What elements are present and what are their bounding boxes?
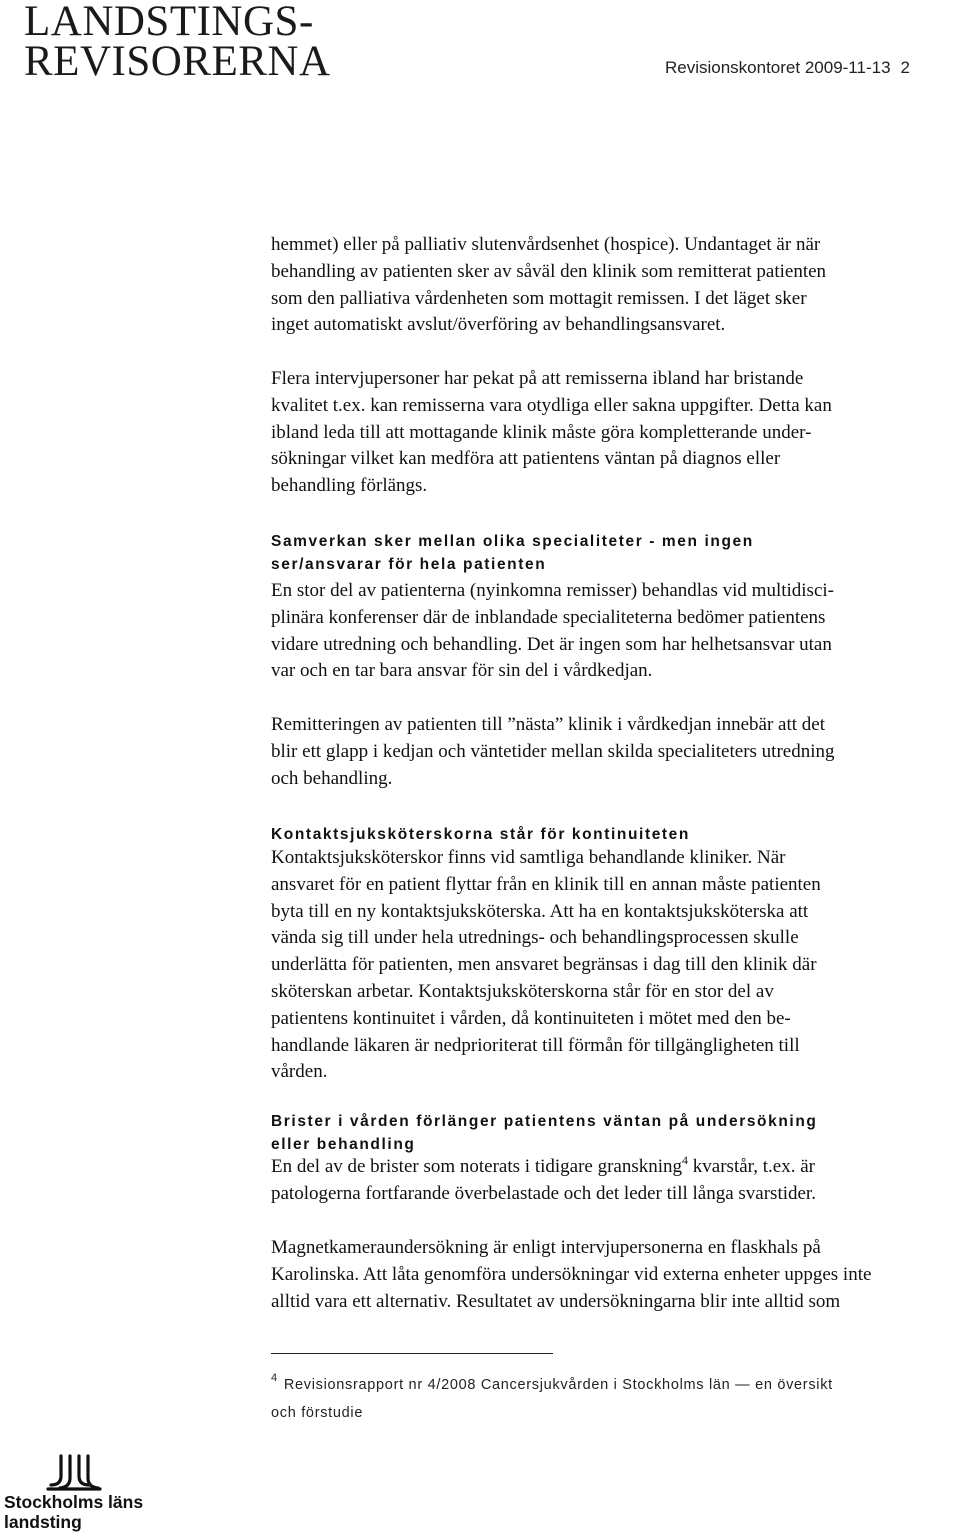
footnote-divider [271,1353,553,1354]
logo-line-1: LANDSTINGS- [24,0,314,45]
footnote-reference: 4 [682,1152,689,1167]
paragraph-5: Kontaktsjuksköterskor finns vid samtliga behandlande kliniker. När ansvaret för en patient flyttar från en klinik till en annan måste patienten byta till en ny kontaktsjuksköterska. Att ha en kontaktsjuksköterska att vända sig till under hela utrednings- och behandlingsprocessen skulle underlätta för patienten, men ansvaret begränsas i dag till den klinik där sköterskan arbetar. Kontaktsjuksköterskorna står för en stor del av patientens kontinuitet i vården, då kontinuiteten i mötet med den be- handlande läkaren är nedprioriterat till förmån för tillgängligheten till vården. [271,847,821,1083]
paragraph-3: En stor del av patienterna (nyinkomna remisser) behandlas vid multidisci- plinära konferenser där de inblandade specialiteterna bedömer patientens vidare utredning och behandling. Det är ingen som har helhetsansvar utan var och en tar bara ansvar för sin del i vårdkedjan. [271,580,834,682]
footnote-text: Revisionsrapport nr 4/2008 Cancersjukvården i Stockholms län — en översikt och förstudie [271,1377,833,1421]
footnote-number: 4 [271,1372,278,1384]
page-number: 2 [900,58,910,77]
header-meta [665,58,910,78]
paragraph-2: Flera intervjupersoner har pekat på att remisserna ibland har bristande kvalitet t.ex. kan remisserna vara otydliga eller sakna uppgifter. Detta kan ibland leda till att mottagande klinik måste göra kompletterande under- sökningar vilket kan medföra att patientens väntan på diagnos eller behandling förlängs. [271,368,832,497]
footnote [271,1372,931,1427]
office-date: Revisionskontoret 2009-11-13 [664,58,891,77]
paragraph-7: Magnetkameraundersökning är enligt intervjupersonerna en flaskhals på Karolinska. Att låta genomföra undersökningar vid externa enheter uppges inte alltid vara ett alternativ. Resultatet av undersökningarna blir inte alltid som [271,1237,872,1312]
logo-line-2: REVISORERNA [24,38,331,85]
paragraph-4: Remitteringen av patienten till ”nästa” klinik i vårdkedjan innebär att det blir ett glapp i kedjan och väntetider mellan skilda specialiteters utredning och behandling. [271,714,835,789]
landstingsrevisorerna-logo [24,0,331,85]
stockholms-lans-landsting-wordmark: Stockholms läns landsting [4,1492,144,1532]
paragraph-1: hemmet) eller på palliativ slutenvårdsenhet (hospice). Undantaget är när behandling av patienten sker av såväl den klinik som remitterat patienten som den palliativa vårdenheten som mottagit remissen. I det läget sker inget automatiskt avslut/överföring av behandlingsansvaret. [271,234,827,336]
heading-brister: Brister i vården förlänger patientens väntan på undersökning eller behandling [271,1113,818,1153]
heading-kontaktsjukskoterskorna: Kontaktsjuksköterskorna står för kontinuiteten [271,826,690,843]
paragraph-6: En del av de brister som noterats i tidigare granskning$^4$ kvarstår, t.ex. är patologerna fortfarande överbelastade och det leder till långa svarstider. [271,1152,816,1204]
heading-samverkan: Samverkan sker mellan olika specialiteter - men ingen ser/ansvarar för hela patienten [271,533,754,573]
